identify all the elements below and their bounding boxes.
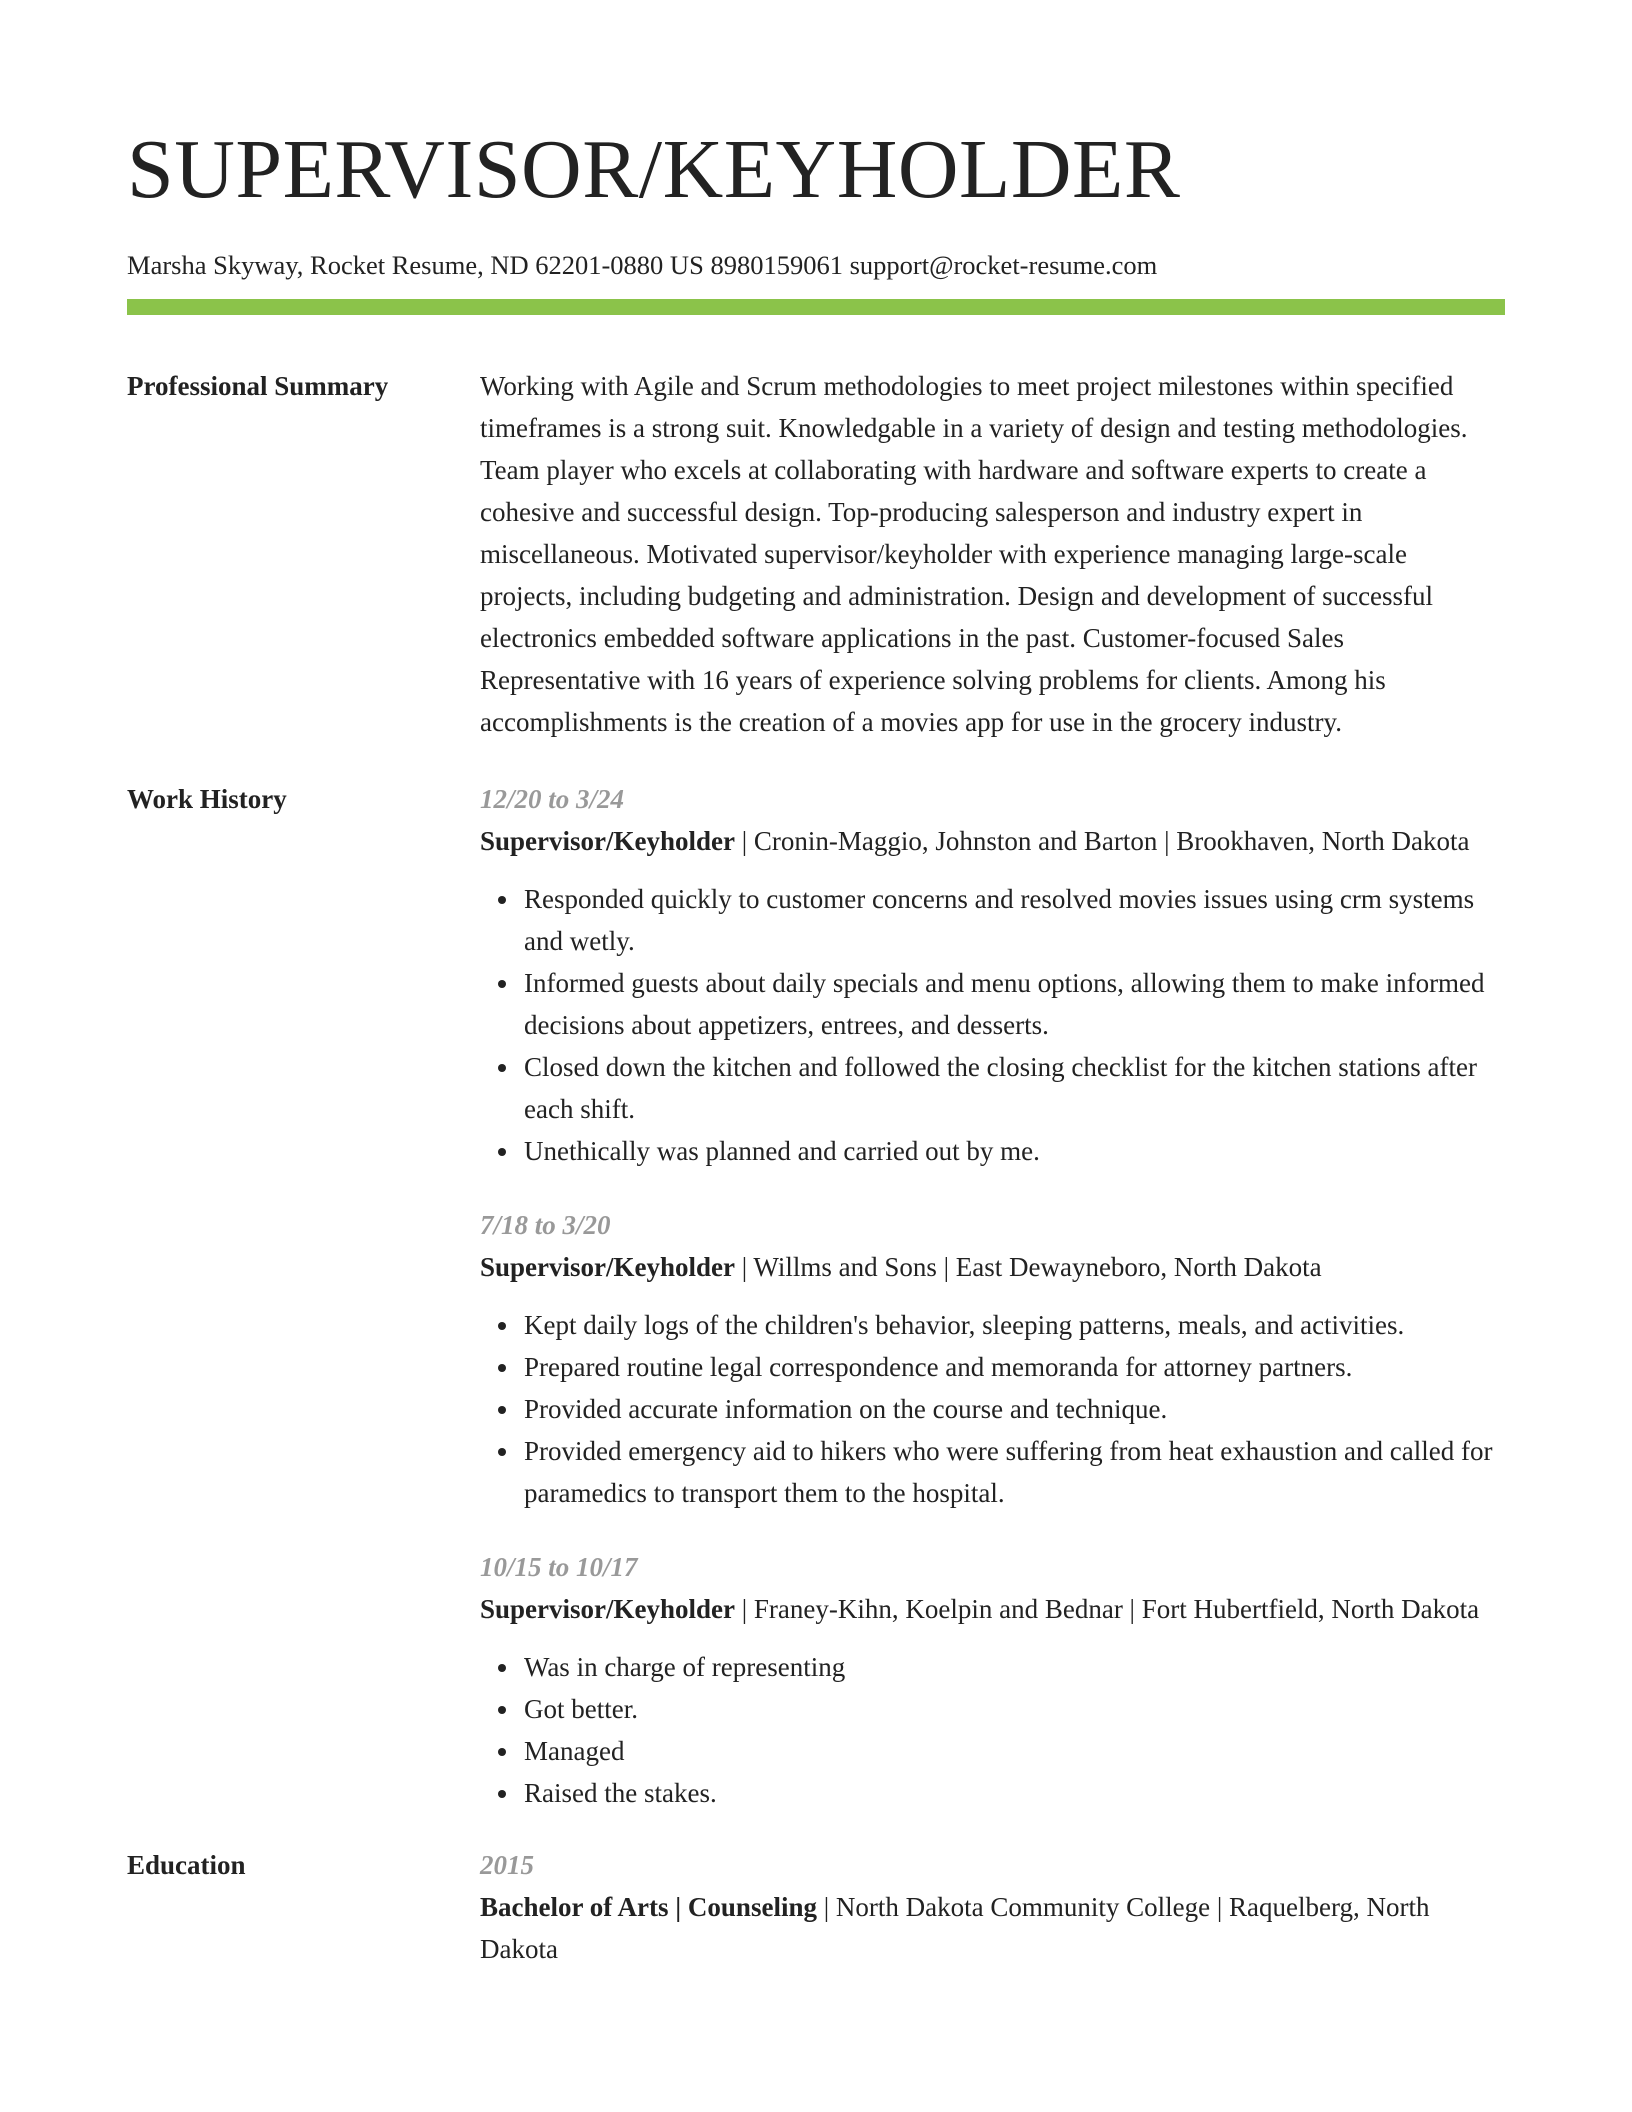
work-history-body [480, 778, 1505, 1814]
job-dates: 12/20 to 3/24 [480, 784, 625, 814]
summary-section [127, 365, 1505, 743]
job-dates: 7/18 to 3/20 [480, 1210, 611, 1240]
education-section [127, 1844, 1505, 1970]
education-body [480, 1844, 1505, 1970]
list-item: Closed down the kitchen and followed the closing checklist for the kitchen stations after each shift. [524, 1046, 1505, 1130]
job-details: | Franey-Kihn, Koelpin and Bednar | Fort Hubertfield, North Dakota [735, 1594, 1480, 1624]
job-heading [480, 820, 1505, 862]
job-bullets [480, 1304, 1505, 1514]
education-degree: Bachelor of Arts | Counseling [480, 1892, 817, 1922]
section-label-summary: Professional Summary [127, 371, 389, 401]
job-title: Supervisor/Keyholder [480, 826, 735, 856]
list-item: Provided accurate information on the course and technique. [524, 1388, 1505, 1430]
education-details: | North Dakota Community College | Raquelberg, North Dakota [480, 1892, 1430, 1964]
job-heading [480, 1588, 1505, 1630]
summary-body [480, 365, 1505, 743]
job-entry [480, 1546, 1505, 1814]
job-title: Supervisor/Keyholder [480, 1252, 735, 1282]
contact-email: support@rocket-resume.com [849, 250, 1158, 280]
list-item: Was in charge of representing [524, 1646, 1505, 1688]
education-year: 2015 [480, 1850, 534, 1880]
contact-address: Rocket Resume, ND 62201-0880 US [310, 250, 704, 280]
contact-line [127, 246, 1505, 284]
job-title: Supervisor/Keyholder [480, 1594, 735, 1624]
contact-phone: 8980159061 [710, 250, 843, 280]
resume-title: SUPERVISOR/KEYHOLDER [127, 123, 1181, 216]
summary-text: Working with Agile and Scrum methodologies to meet project milestones within specified timeframes is a strong suit. Knowledgable in a variety of design and testing methodologies. Team player who excels at collaborating with hardware and software experts to create a cohesive and successful design. Top-producing salesperson and industry expert in miscellaneous. Motivated supervisor/keyholder with experience managing large-scale projects, including budgeting and administration. Design and development of successful electronics embedded software applications in the past. Customer-focused Sales Representative with 16 years of experience solving problems for clients. Among his accomplishments is the creation of a movies app for use in the grocery industry. [480, 371, 1468, 737]
list-item: Managed [524, 1730, 1505, 1772]
list-item: Informed guests about daily specials and menu options, allowing them to make informed decisions about appetizers, entrees, and desserts. [524, 962, 1505, 1046]
section-label-education: Education [127, 1850, 246, 1880]
education-heading [480, 1886, 1505, 1970]
header-divider [127, 299, 1505, 315]
list-item: Provided emergency aid to hikers who were suffering from heat exhaustion and called for paramedics to transport them to the hospital. [524, 1430, 1505, 1514]
job-entry [480, 1204, 1505, 1514]
job-bullets [480, 878, 1505, 1172]
job-details: | Cronin-Maggio, Johnston and Barton | Brookhaven, North Dakota [735, 826, 1470, 856]
work-history-section [127, 778, 1505, 1814]
list-item: Responded quickly to customer concerns and resolved movies issues using crm systems and wetly. [524, 878, 1505, 962]
job-bullets [480, 1646, 1505, 1814]
list-item: Kept daily logs of the children's behavior, sleeping patterns, meals, and activities. [524, 1304, 1505, 1346]
list-item: Prepared routine legal correspondence and memoranda for attorney partners. [524, 1346, 1505, 1388]
list-item: Unethically was planned and carried out by me. [524, 1130, 1505, 1172]
job-entry [480, 778, 1505, 1172]
job-heading [480, 1246, 1505, 1288]
job-details: | Willms and Sons | East Dewayneboro, North Dakota [735, 1252, 1322, 1282]
section-label-work-history: Work History [127, 784, 287, 814]
list-item: Got better. [524, 1688, 1505, 1730]
list-item: Raised the stakes. [524, 1772, 1505, 1814]
job-dates: 10/15 to 10/17 [480, 1552, 638, 1582]
contact-name: Marsha Skyway, [127, 250, 304, 280]
